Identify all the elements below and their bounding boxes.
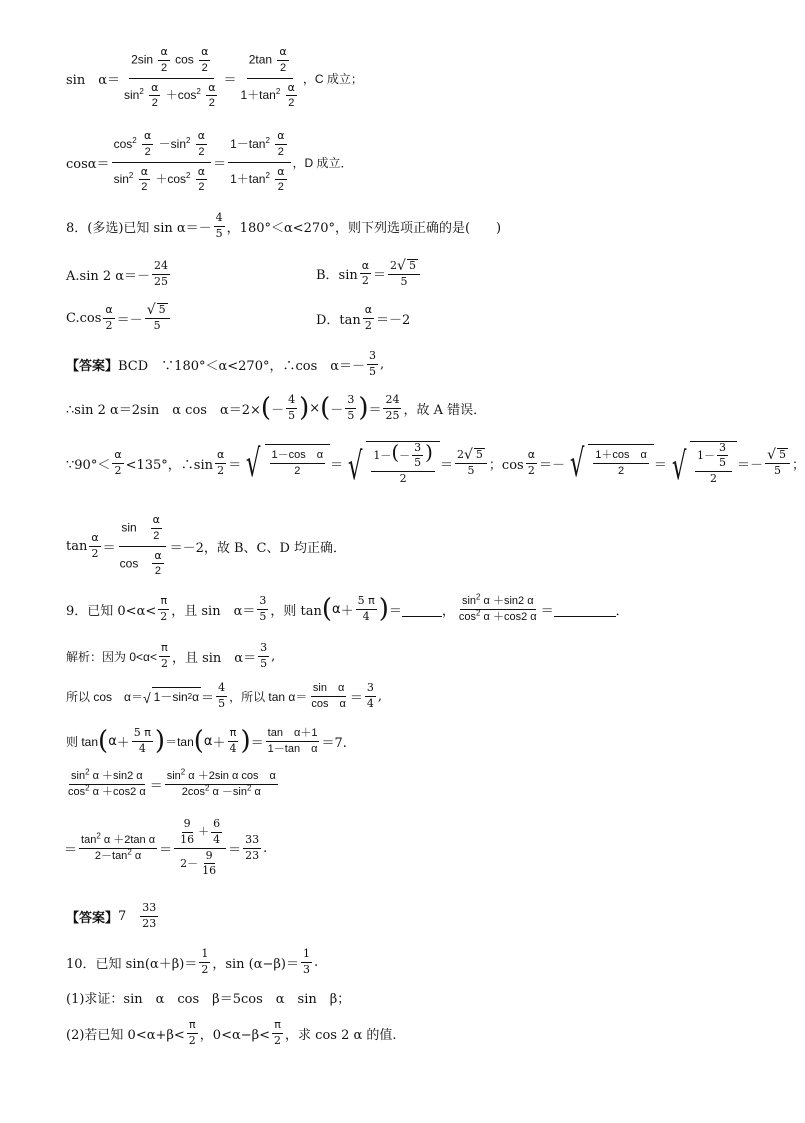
answer-blank[interactable] — [554, 602, 616, 617]
text: ，D 成立． — [292, 155, 353, 170]
radical: √ $\frac{\text{1＋cos α}}{2}$ — [565, 444, 654, 482]
fraction: $\frac{\pi}{4}$ — [229, 725, 237, 755]
radical: √ 1－(－ $\frac{3}{5}$ ) 2 — [343, 441, 440, 486]
text: ，sin (α−β)＝ — [212, 956, 299, 972]
fraction: $\frac{\text{tan α＋1}}{\text{1－tan α}}$ — [267, 726, 318, 755]
text: ；cos — [488, 457, 524, 473]
fraction: $\frac{4}{5}$ — [218, 680, 226, 710]
solution-9-line-3: 则 tan ( α ＋ $\frac{5 \pi}{4}$ ) ＝tan ( α ＋ $\frac{\pi}{4}$ ) ＝ $\frac{\text{tan α＋1}}{\text{1－tan α}}$ ＝7. — [66, 725, 347, 756]
fraction: $\frac{\alpha}{2}$ — [361, 258, 370, 288]
fraction: 2 √ 5 5 — [455, 448, 487, 478]
answer-label: 【答案】 — [66, 358, 119, 374]
fraction: $\frac{5 \pi}{4}$ — [133, 725, 151, 755]
option-a: A.sin 2 α＝－ — [66, 268, 151, 284]
answer-blank[interactable] — [402, 602, 442, 617]
fraction: sin $\frac{\alpha}{2}$ cos $\frac{\alpha}{2}$ — [118, 514, 168, 578]
fraction: $\frac{33}{23}$ — [142, 900, 157, 930]
text: ＝7. — [321, 735, 347, 751]
fraction: $\frac{\pi}{2}$ — [274, 1017, 282, 1047]
fraction: $\frac{3}{5}$ — [347, 392, 355, 422]
text: 9．已知 0<α< — [66, 603, 157, 619]
text: 7 — [118, 908, 127, 924]
text: ＝tan — [165, 734, 194, 749]
text: ，则 tan — [270, 603, 322, 619]
answer-8-line-2: ∴sin 2 α＝2sin α cos α＝2× ( － $\frac{4}{5}$ ) × ( － $\frac{3}{5}$ ) ＝ $\frac{24}{25}$ ，故 A 错误． — [66, 392, 487, 423]
fraction: $\cos^2$ $\frac{\alpha}{2}$ $-\sin^2$ $\frac{\alpha}{2}$ $\sin^2$ $\frac{\alpha}{2}$ $+\cos^2$ $\frac{\alpha}{2}$ — [112, 130, 212, 194]
fraction: √ 5 5 — [765, 448, 790, 478]
fraction: $\frac{\alpha}{2}$ — [364, 302, 373, 332]
fraction: $\frac{3}{4}$ — [366, 680, 374, 710]
text: ，C 成立； — [302, 71, 363, 86]
fraction: 2sin $\frac{\alpha}{2}$ cos $\frac{\alpha}{2}$ $\sin^2$ $\frac{\alpha}{2}$ $+\cos^2$ $\frac{\alpha}{2}$ — [123, 45, 216, 110]
radical: √ 1－ $\frac{3}{5}$ 2 — [667, 441, 737, 486]
solution-9-line-5: ＝ $\frac{\tan^2 \alpha +2\tan \alpha}{2-\tan^2 \alpha}$ ＝ $\frac{9}{16}$ ＋ $\frac{6}{4}$ 2－ $\frac{9}{16}$ ＝ $\frac{33}{23}$ . — [64, 817, 268, 878]
answer-9 — [66, 896, 764, 936]
identity-sin-line: sin α＝ 2sin $\frac{\alpha}{2}$ cos $\frac{\alpha}{2}$ $\sin^2$ $\frac{\alpha}{2}$ $+\cos^2$ $\frac{\alpha}{2}$ ＝ 2tan $\frac{\alpha}{2}$ $1+\tan^2$ $\frac{\alpha}{2}$ ，C 成立； — [66, 45, 363, 110]
fraction: $\frac{\sin^2 \alpha +\sin 2 \alpha}{\cos^2 \alpha +\cos 2 \alpha}$ — [68, 767, 146, 798]
text: ＝－2，故 B、C、D 均正确． — [169, 540, 347, 556]
solution-9-line-1: 解析：因为 0<α< $\frac{\pi}{2}$ ，且 sin α＝ $\frac{3}{5}$ , — [66, 640, 276, 670]
question-10-stem: 10．已知 sin(α＋β)＝ $\frac{1}{2}$ ，sin (α−β)＝ $\frac{1}{3}$ . — [66, 946, 319, 976]
fraction: $\frac{3}{5}$ — [260, 640, 268, 670]
fraction: $\frac{\alpha}{2}$ — [105, 302, 113, 332]
radical: √ $\frac{\text{1－cos α}}{2}$ — [241, 444, 330, 482]
text: ＝－2 — [376, 312, 411, 328]
text: (2)若已知 0<α+β< — [66, 1027, 185, 1043]
text: ，求 cos 2 α 的值. — [285, 1027, 397, 1043]
question-10-part-2 — [66, 1012, 764, 1054]
fraction: $\frac{9}{16}$ ＋ $\frac{6}{4}$ 2－ $\frac{9}{16}$ — [174, 818, 226, 878]
text: (1)求证：sin α cos β＝5cos α sin β； — [66, 991, 351, 1007]
fraction: 2 √ 5 5 — [388, 259, 420, 289]
text: ，故 A 错误． — [403, 402, 487, 418]
question-9-stem: 9．已知 0<α< $\frac{\pi}{2}$ ，且 sin α＝ $\frac{3}{5}$ ，则 tan ( α ＋ $\frac{5 \pi}{4}$ ) ＝ ， $\frac{\sin^2 \alpha +\sin 2 \alpha}{\cos^2 \alpha +\cos 2 \alpha}$ ＝ ． — [66, 592, 629, 624]
fraction: $\frac{\alpha}{2}$ — [114, 447, 122, 477]
text: cosα＝ — [66, 156, 110, 172]
fraction: $\frac{\pi}{2}$ — [188, 1017, 196, 1047]
fraction: $\frac{3}{5}$ — [369, 348, 377, 378]
text: ，所以 tan α＝ — [229, 689, 308, 704]
fraction: $\frac{4}{5}$ — [288, 392, 296, 422]
fraction: $\frac{1}{2}$ — [201, 946, 209, 976]
fraction: $\frac{\pi}{2}$ — [160, 593, 168, 623]
answer-8-line-1: 【答案】 BCD ∵180°＜α<270°，∴cos α＝－ $\frac{3}{5}$ , — [66, 348, 385, 378]
fraction: $\frac{\sin^2 \alpha +\sin 2 \alpha}{\cos^2 \alpha +\cos 2 \alpha}$ — [458, 592, 537, 623]
fraction: 2tan $\frac{\alpha}{2}$ $1+\tan^2$ $\frac{\alpha}{2}$ — [240, 45, 295, 110]
fraction: $\frac{5 \pi}{4}$ — [357, 593, 375, 623]
text: <135°，∴sin — [125, 457, 214, 473]
text: ∴sin 2 α＝2sin α cos α＝2× — [66, 402, 261, 418]
fraction: $\frac{\alpha}{2}$ — [527, 447, 535, 477]
fraction: √ 5 5 — [145, 303, 170, 333]
question-8-options-ab: A.sin 2 α＝－ $\frac{24}{25}$ B．sin $\frac{\alpha}{2}$ ＝ 2 √ 5 5 — [66, 254, 764, 294]
text: ∵90°＜ — [66, 457, 111, 473]
option-c: C.cos — [66, 310, 102, 326]
fraction: $\frac{1}{3}$ — [303, 946, 310, 976]
fraction: $1-\tan^2$ $\frac{\alpha}{2}$ $1+\tan^2$ $\frac{\alpha}{2}$ — [228, 130, 290, 194]
text: 解析：因为 0<α< — [66, 649, 157, 664]
fraction: $\frac{\tan^2 \alpha +2\tan \alpha}{2-\tan^2 \alpha}$ — [81, 831, 156, 862]
text: ＝ — [388, 603, 402, 619]
text: ＝－ — [538, 457, 565, 473]
text: ，且 sin α＝ — [171, 603, 256, 619]
answer-label: 【答案】 — [66, 910, 119, 926]
text: 则 tan — [66, 734, 99, 749]
question-10-part-1 — [66, 984, 764, 1010]
text: tan — [66, 538, 88, 554]
fraction: $\frac{\sin^2 \alpha +2\sin \alpha \cos \alpha}{2\cos^2 \alpha -\sin^2 \alpha}$ — [166, 767, 276, 798]
answer-8-line-4: tan $\frac{\alpha}{2}$ ＝ sin $\frac{\alpha}{2}$ cos $\frac{\alpha}{2}$ ＝－2，故 B、C、D 均正确． — [66, 513, 347, 578]
text: 10．已知 sin(α＋β)＝ — [66, 956, 198, 972]
answer-8-line-3: ∵90°＜ $\frac{\alpha}{2}$ <135°，∴sin $\frac{\alpha}{2}$ ＝ √ $\frac{\text{1－cos α}}{2}$ ＝ √ 1－(－ $\frac{3}{5}$ ) 2 ＝ 2 √ 5 5 ；cos $\frac{\alpha}{2}$ ＝－ √ $\frac{\text{1＋cos α}}{2}$ ＝ √ 1－ $\frac{3}{5}$ 2 ＝－ √ 5 5 ； — [66, 439, 805, 489]
fraction: $\frac{\text{sin α}}{\text{cos α}}$ — [311, 681, 346, 710]
fraction: $\frac{24}{25}$ — [154, 258, 169, 288]
text: 所以 cos α＝ — [66, 689, 143, 704]
fraction: $\frac{3}{5}$ — [259, 593, 267, 623]
fraction: $\frac{33}{23}$ — [245, 832, 260, 862]
text: ，且 sin α＝ — [171, 650, 257, 666]
fraction: $\frac{\pi}{2}$ — [160, 640, 168, 670]
option-d: D．tan — [316, 312, 361, 328]
text: 8．(多选)已知 sin α＝－ — [66, 220, 212, 236]
question-8-options-cd: C.cos $\frac{\alpha}{2}$ ＝－ √ 5 5 D．tan $\frac{\alpha}{2}$ ＝－2 — [66, 302, 411, 333]
fraction: $\frac{\alpha}{2}$ — [91, 530, 99, 560]
text: BCD ∵180°＜α<270°，∴cos α＝－ — [118, 358, 366, 374]
fraction: $\frac{4}{5}$ — [215, 210, 223, 240]
fraction: $\frac{24}{25}$ — [385, 392, 400, 422]
text: sin α＝ — [66, 72, 120, 88]
text: ，0<α−β< — [199, 1027, 271, 1043]
option-b: B．sin — [316, 268, 358, 284]
solution-9-line-2: 所以 cos α＝ √ 1－sin 2 α ＝ $\frac{4}{5}$ ，所以 tan α＝ $\frac{\text{sin α}}{\text{cos α}}$ ＝ $\frac{3}{4}$ , — [66, 680, 382, 710]
fraction: $\frac{\alpha}{2}$ — [217, 447, 225, 477]
text: ，180°＜α<270°，则下列选项正确的是( ) — [226, 220, 502, 236]
identity-cos-line: cosα＝ $\cos^2$ $\frac{\alpha}{2}$ $-\sin^2$ $\frac{\alpha}{2}$ $\sin^2$ $\frac{\alpha}{2}$ $+\cos^2$ $\frac{\alpha}{2}$ ＝ $1-\tan^2$ $\frac{\alpha}{2}$ $1+\tan^2$ $\frac{\alpha}{2}$ ，D 成立． — [66, 129, 353, 194]
question-8-stem — [66, 206, 764, 246]
solution-9-line-4: $\frac{\sin^2 \alpha +\sin 2 \alpha}{\cos^2 \alpha +\cos 2 \alpha}$ ＝ $\frac{\sin^2 \alpha +2\sin \alpha \cos \alpha}{2\cos^2 \alpha -\sin^2 \alpha}$ — [68, 767, 276, 798]
